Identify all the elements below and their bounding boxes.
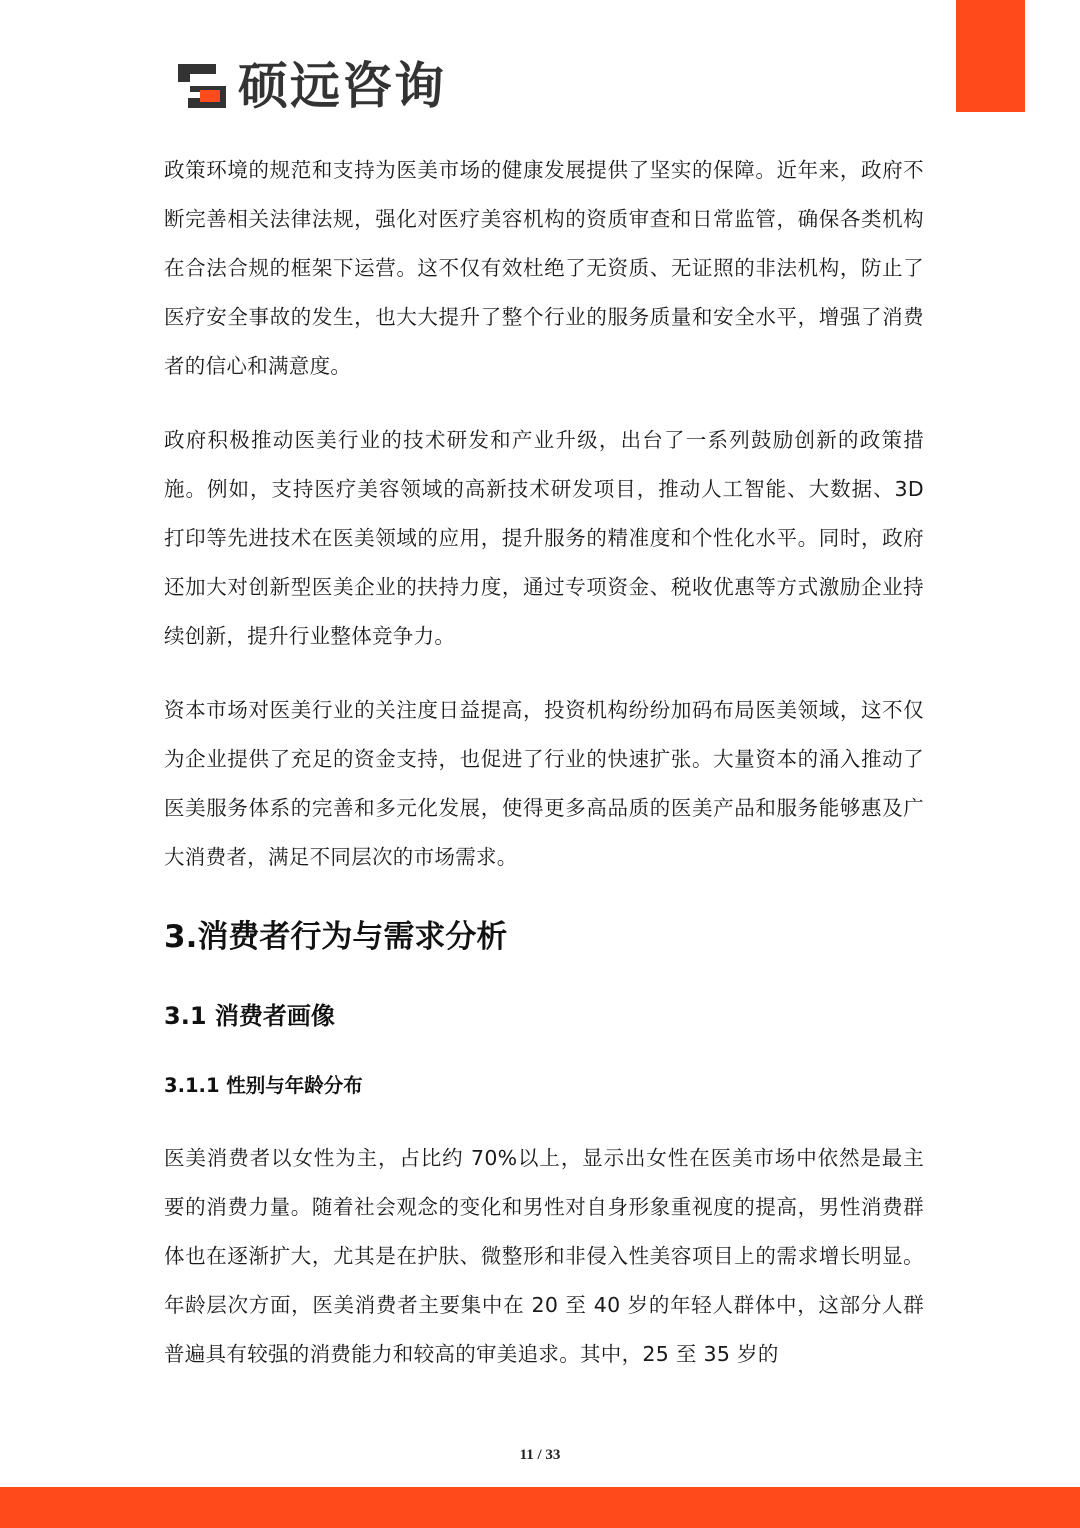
body-paragraph: 资本市场对医美行业的关注度日益提高，投资机构纷纷加码布局医美领域，这不仅为企业提供了充足的资金支持，也促进了行业的快速扩张。大量资本的涌入推动了医美服务体系的完善和多元化发展，使得更多高品质的医美产品和服务能够惠及广大消费者，满足不同层次的市场需求。 <box>164 698 924 869</box>
footer-accent-bar <box>0 1487 1080 1528</box>
logo-s-mark-icon <box>176 60 228 112</box>
company-logo <box>176 58 446 114</box>
page-content <box>164 146 924 1379</box>
page-number: 11 / 33 <box>519 1447 561 1463</box>
corner-accent-tab <box>956 0 1025 112</box>
body-paragraph: 政府积极推动医美行业的技术研发和产业升级，出台了一系列鼓励创新的政策措施。例如，支持医疗美容领域的高新技术研发项目，推动人工智能、大数据、3D 打印等先进技术在医美领域的应用，提升服务的精准度和个性化水平。同时，政府还加大对创新型医美企业的扶持力度，通过专项资金、税收优惠等方式激励企业持续创新，提升行业整体竞争力。 <box>164 428 924 648</box>
subsubsection-heading: 3.1.1 性别与年龄分布 <box>164 1074 363 1097</box>
body-paragraph: 政策环境的规范和支持为医美市场的健康发展提供了坚实的保障。近年来，政府不断完善相关法律法规，强化对医疗美容机构的资质审查和日常监管，确保各类机构在合法合规的框架下运营。这不仅有效杜绝了无资质、无证照的非法机构，防止了医疗安全事故的发生，也大大提升了整个行业的服务质量和安全水平，增强了消费者的信心和满意度。 <box>164 158 924 378</box>
section-heading: 3.消费者行为与需求分析 <box>164 919 508 955</box>
body-paragraph: 医美消费者以女性为主，占比约 70%以上，显示出女性在医美市场中依然是最主要的消费力量。随着社会观念的变化和男性对自身形象重视度的提高，男性消费群体也在逐渐扩大，尤其是在护肤、微整形和非侵入性美容项目上的需求增长明显。年龄层次方面，医美消费者主要集中在 20 至 40 岁的年轻人群体中，这部分人群普遍具有较强的消费能力和较高的审美追求。其中，25 至 35 岁的 <box>164 1146 924 1366</box>
logo-text: 硕远咨询 <box>238 57 446 115</box>
subsection-heading: 3.1 消费者画像 <box>164 1002 335 1030</box>
